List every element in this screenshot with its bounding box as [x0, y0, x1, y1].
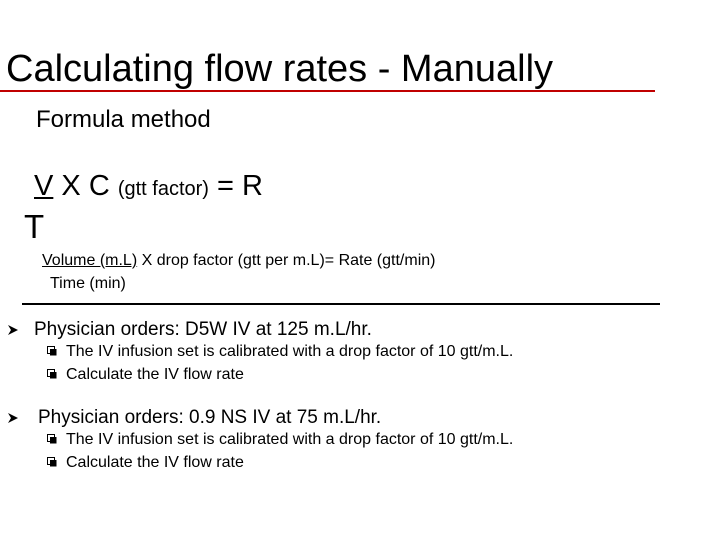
order-1-item-1: The IV infusion set is calibrated with a drop factor of 10 gtt/m.L. — [66, 343, 514, 360]
formula-volume: Volume (m.L) — [42, 252, 138, 269]
slide-title: Calculating flow rates - Manually — [6, 48, 554, 90]
formula-line — [34, 172, 263, 201]
arrow-bullet-icon — [7, 324, 19, 336]
formula-words-rest: X drop factor (gtt per m.L)= Rate (gtt/min) — [141, 252, 436, 269]
formula-v: V — [34, 170, 54, 202]
title-underline — [0, 90, 655, 92]
formula-gtt-factor: (gtt factor) — [117, 178, 209, 200]
formula-t: T — [24, 208, 45, 245]
order-2-item-1: The IV infusion set is calibrated with a drop factor of 10 gtt/m.L. — [66, 431, 514, 448]
formula-r: R — [242, 170, 263, 202]
arrow-bullet-icon — [7, 412, 19, 424]
formula-x: X — [61, 170, 81, 202]
formula-words — [42, 253, 435, 269]
square-bullet-icon — [47, 457, 57, 467]
formula-c: C — [88, 170, 110, 202]
square-bullet-icon — [47, 434, 57, 444]
formula-time: Time (min) — [50, 275, 126, 292]
order-2-text: Physician orders: 0.9 NS IV at 75 m.L/hr. — [38, 407, 382, 428]
order-2-item-2: Calculate the IV flow rate — [66, 454, 244, 471]
subtitle: Formula method — [36, 106, 211, 133]
order-1-text: Physician orders: D5W IV at 125 m.L/hr. — [34, 319, 372, 340]
order-1-item-2: Calculate the IV flow rate — [66, 366, 244, 383]
formula-equals: = — [217, 170, 234, 202]
square-bullet-icon — [47, 369, 57, 379]
divider — [22, 303, 660, 305]
square-bullet-icon — [47, 346, 57, 356]
